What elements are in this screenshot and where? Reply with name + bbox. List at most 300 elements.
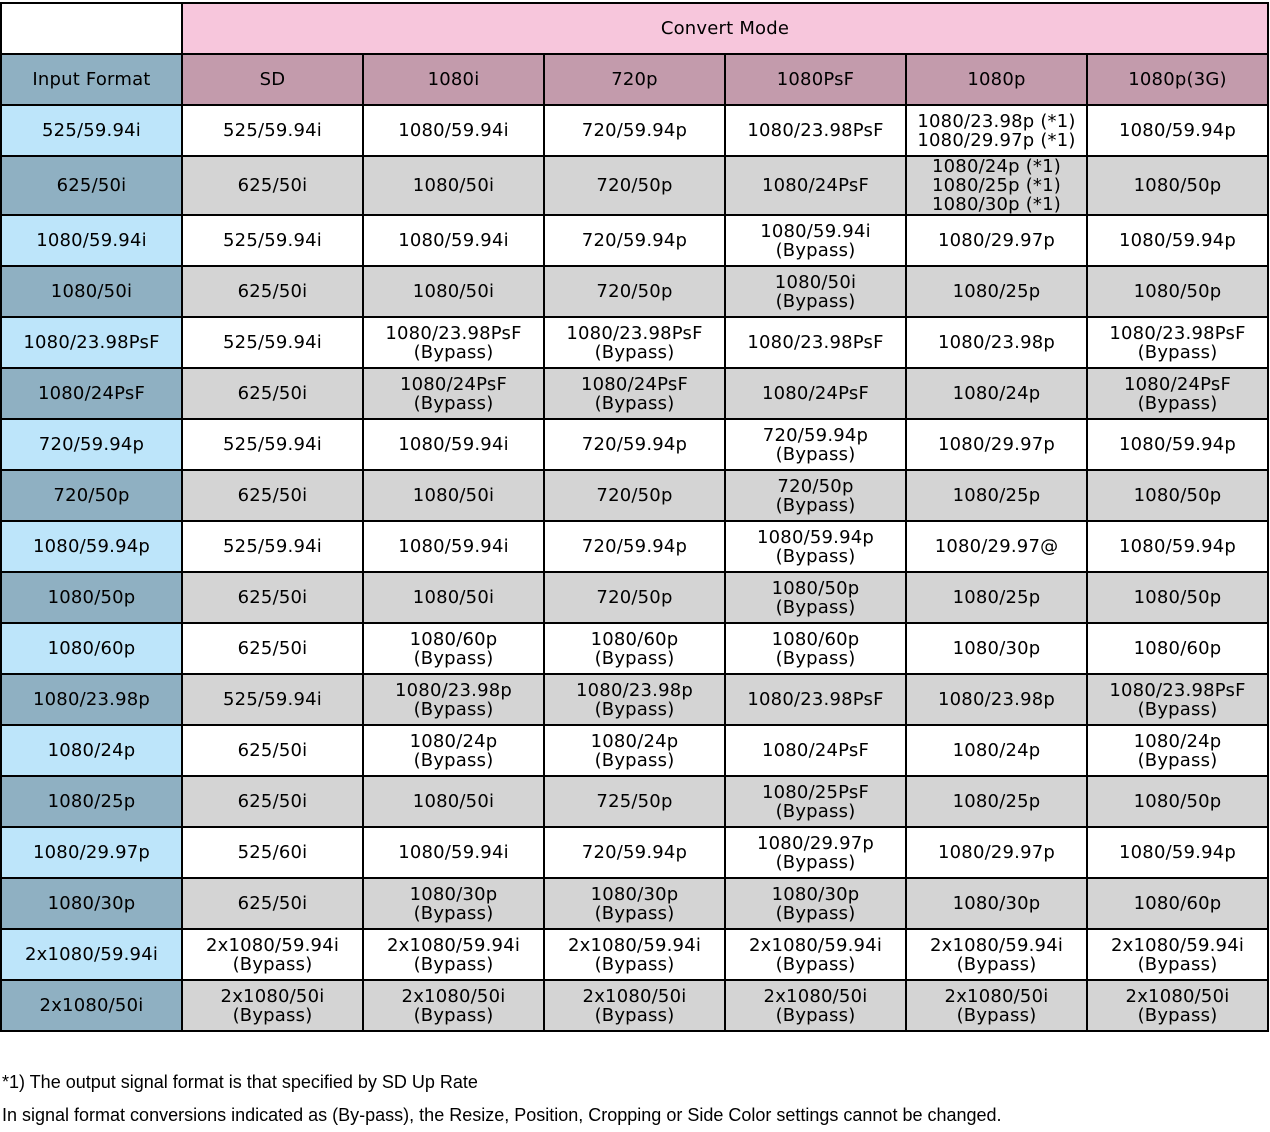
output-format-line: 720/50p: [596, 281, 673, 302]
input-format-cell: 720/59.94p: [1, 419, 182, 470]
output-format-cell: [363, 105, 544, 156]
output-format-cell: [544, 105, 725, 156]
output-format-cell: [544, 419, 725, 470]
output-format-cell: [725, 725, 906, 776]
input-format-cell: 1080/23.98PsF: [1, 317, 182, 368]
output-format-cell: [1087, 105, 1268, 156]
input-format-cell: 1080/25p: [1, 776, 182, 827]
output-format-line: 1080/23.98p: [575, 679, 694, 701]
output-format-cell: [906, 878, 1087, 929]
table-row: [1, 105, 1268, 156]
output-format-line: 1080/59.94p: [1118, 536, 1237, 557]
output-format-cell: [725, 105, 906, 156]
output-format-line: (Bypass): [1137, 749, 1218, 771]
input-format-cell: 1080/59.94p: [1, 521, 182, 572]
table-row: [1, 725, 1268, 776]
output-format-line: 1080/59.94i: [398, 120, 509, 141]
output-format-line: 720/50p: [777, 475, 854, 497]
output-format-line: (Bypass): [413, 953, 494, 975]
output-format-cell: [906, 419, 1087, 470]
output-format-line: 1080/60p: [409, 628, 498, 650]
output-format-cell: [544, 827, 725, 878]
input-format-cell: 1080/50i: [1, 266, 182, 317]
output-format-cell: [1087, 470, 1268, 521]
output-format-cell: [363, 419, 544, 470]
mode-header-sd: SD: [182, 54, 363, 105]
output-format-line: 1080/30p: [952, 638, 1041, 659]
output-format-cell: [906, 572, 1087, 623]
output-format-cell: [182, 572, 363, 623]
output-format-line: (Bypass): [594, 749, 675, 771]
output-format-cell: [906, 368, 1087, 419]
table-row: [1, 623, 1268, 674]
output-format-line: 1080/25p (*1): [931, 175, 1062, 196]
output-format-cell: [544, 725, 725, 776]
output-format-line: (Bypass): [594, 647, 675, 669]
output-format-line: 625/50i: [237, 740, 308, 761]
output-format-cell: [1087, 725, 1268, 776]
output-format-cell: [544, 623, 725, 674]
output-format-line: 720/59.94p: [581, 434, 688, 455]
output-format-line: 525/59.94i: [223, 689, 322, 710]
output-format-cell: [906, 623, 1087, 674]
output-format-line: 1080/23.98p: [937, 332, 1056, 353]
output-format-cell: [1087, 368, 1268, 419]
output-format-line: 1080/24p: [952, 740, 1041, 761]
output-format-line: (Bypass): [413, 902, 494, 924]
output-format-line: 1080/60p: [1133, 893, 1222, 914]
output-format-line: (Bypass): [594, 698, 675, 720]
output-format-line: (Bypass): [956, 1004, 1037, 1026]
output-format-line: 1080/50i: [412, 175, 495, 196]
table-row: [1, 674, 1268, 725]
output-format-cell: [182, 266, 363, 317]
output-format-cell: [1087, 929, 1268, 980]
output-format-cell: [725, 215, 906, 266]
output-format-cell: [544, 878, 725, 929]
output-format-line: 1080/23.98p: [937, 689, 1056, 710]
output-format-line: 1080/29.97p: [756, 832, 875, 854]
output-format-line: 625/50i: [237, 175, 308, 196]
output-format-line: 1080/23.98PsF: [1109, 679, 1246, 701]
output-format-cell: [182, 776, 363, 827]
output-format-line: 1080/30p: [590, 883, 679, 905]
output-format-cell: [725, 266, 906, 317]
output-format-line: 720/59.94p: [762, 424, 869, 446]
output-format-cell: [182, 105, 363, 156]
output-format-line: 1080/59.94p: [1118, 434, 1237, 455]
output-format-cell: [725, 317, 906, 368]
output-format-line: (Bypass): [775, 1004, 856, 1026]
output-format-cell: [182, 980, 363, 1031]
output-format-line: 1080/59.94p: [1118, 842, 1237, 863]
output-format-cell: [906, 470, 1087, 521]
input-format-cell: 1080/24p: [1, 725, 182, 776]
output-format-line: 1080/23.98PsF: [566, 322, 703, 344]
output-format-line: 720/59.94p: [581, 120, 688, 141]
output-format-cell: [182, 674, 363, 725]
output-format-line: 1080/24PsF: [1123, 373, 1232, 395]
output-format-cell: [182, 623, 363, 674]
output-format-line: 1080/29.97p (*1): [917, 129, 1076, 151]
output-format-cell: [182, 878, 363, 929]
output-format-line: 1080/50p: [1133, 281, 1222, 302]
output-format-cell: [182, 929, 363, 980]
output-format-line: (Bypass): [956, 953, 1037, 975]
output-format-line: 525/59.94i: [223, 332, 322, 353]
output-format-line: 2x1080/50i: [944, 985, 1049, 1007]
output-format-cell: [1087, 980, 1268, 1031]
output-format-line: 1080/50p: [1133, 175, 1222, 196]
output-format-cell: [906, 827, 1087, 878]
output-format-cell: [906, 521, 1087, 572]
output-format-cell: [363, 827, 544, 878]
output-format-cell: [1087, 878, 1268, 929]
input-format-cell: 2x1080/50i: [1, 980, 182, 1031]
output-format-line: 1080/50p: [1133, 791, 1222, 812]
output-format-line: 1080/59.94i: [398, 434, 509, 455]
table-row: [1, 156, 1268, 215]
output-format-line: 525/59.94i: [223, 230, 322, 251]
output-format-cell: [725, 929, 906, 980]
output-format-line: (Bypass): [594, 341, 675, 363]
output-format-cell: [544, 215, 725, 266]
input-format-cell: 1080/24PsF: [1, 368, 182, 419]
output-format-cell: [363, 156, 544, 215]
output-format-line: 1080/23.98PsF: [1109, 322, 1246, 344]
output-format-line: 720/50p: [596, 175, 673, 196]
output-format-line: 1080/60p: [1133, 638, 1222, 659]
output-format-line: 720/59.94p: [581, 230, 688, 251]
output-format-cell: [906, 105, 1087, 156]
output-format-line: 1080/25p: [952, 281, 1041, 302]
input-format-cell: 1080/59.94i: [1, 215, 182, 266]
output-format-cell: [363, 725, 544, 776]
table-row: [1, 317, 1268, 368]
output-format-line: 1080/30p: [952, 893, 1041, 914]
output-format-line: 625/50i: [237, 383, 308, 404]
output-format-cell: [906, 317, 1087, 368]
table-row: [1, 215, 1268, 266]
table-row: [1, 521, 1268, 572]
output-format-line: (Bypass): [775, 494, 856, 516]
output-format-cell: [906, 980, 1087, 1031]
output-format-line: 625/50i: [237, 893, 308, 914]
output-format-line: 1080/50i: [774, 271, 857, 293]
output-format-line: (Bypass): [775, 545, 856, 567]
output-format-line: 1080/23.98PsF: [747, 332, 884, 353]
output-format-line: (Bypass): [413, 749, 494, 771]
table-row: [1, 368, 1268, 419]
output-format-line: 1080/50p: [1133, 587, 1222, 608]
output-format-line: 1080/24p: [952, 383, 1041, 404]
output-format-line: (Bypass): [413, 392, 494, 414]
output-format-line: 1080/24PsF: [580, 373, 689, 395]
input-format-cell: 720/50p: [1, 470, 182, 521]
output-format-line: 2x1080/59.94i: [386, 934, 521, 956]
output-format-line: 1080/24PsF: [399, 373, 508, 395]
output-format-cell: [182, 368, 363, 419]
output-format-line: 1080/50p: [771, 577, 860, 599]
output-format-line: 1080/59.94p: [1118, 120, 1237, 141]
output-format-line: (Bypass): [775, 851, 856, 873]
output-format-line: 1080/60p: [771, 628, 860, 650]
output-format-cell: [906, 266, 1087, 317]
output-format-cell: [182, 470, 363, 521]
output-format-cell: [725, 776, 906, 827]
output-format-line: 1080/24p: [590, 730, 679, 752]
output-format-cell: [906, 674, 1087, 725]
output-format-line: 1080/30p: [409, 883, 498, 905]
output-format-line: 720/59.94p: [581, 842, 688, 863]
output-format-cell: [363, 572, 544, 623]
output-format-line: 1080/23.98PsF: [747, 689, 884, 710]
output-format-cell: [544, 572, 725, 623]
output-format-cell: [906, 215, 1087, 266]
mode-header-1080psf: 1080PsF: [725, 54, 906, 105]
output-format-cell: [182, 317, 363, 368]
conversion-table-container: [0, 2, 1269, 1032]
output-format-line: 2x1080/50i: [582, 985, 687, 1007]
output-format-line: 1080/29.97p: [937, 434, 1056, 455]
output-format-line: 2x1080/59.94i: [929, 934, 1064, 956]
footnotes: [2, 1066, 1002, 1132]
output-format-cell: [544, 470, 725, 521]
output-format-cell: [725, 470, 906, 521]
output-format-line: (Bypass): [413, 1004, 494, 1026]
output-format-line: 1080/59.94i: [398, 842, 509, 863]
output-format-line: 720/59.94p: [581, 536, 688, 557]
output-format-line: (Bypass): [775, 800, 856, 822]
output-format-cell: [725, 827, 906, 878]
output-format-line: 1080/24PsF: [761, 383, 870, 404]
table-row: [1, 827, 1268, 878]
output-format-cell: [906, 776, 1087, 827]
output-format-cell: [544, 521, 725, 572]
output-format-line: (Bypass): [594, 953, 675, 975]
output-format-cell: [725, 419, 906, 470]
output-format-line: 2x1080/59.94i: [748, 934, 883, 956]
output-format-cell: [725, 572, 906, 623]
output-format-cell: [906, 929, 1087, 980]
input-format-header: Input Format: [1, 54, 182, 105]
output-format-line: (Bypass): [775, 239, 856, 261]
output-format-cell: [544, 929, 725, 980]
output-format-line: (Bypass): [594, 902, 675, 924]
output-format-cell: [363, 215, 544, 266]
table-row: [1, 266, 1268, 317]
output-format-cell: [363, 929, 544, 980]
output-format-line: (Bypass): [775, 596, 856, 618]
output-format-line: (Bypass): [775, 902, 856, 924]
output-format-cell: [725, 623, 906, 674]
output-format-cell: [1087, 419, 1268, 470]
output-format-cell: [725, 674, 906, 725]
output-format-cell: [1087, 215, 1268, 266]
output-format-line: 1080/29.97p: [937, 842, 1056, 863]
output-format-cell: [544, 674, 725, 725]
output-format-line: 2x1080/50i: [401, 985, 506, 1007]
output-format-line: (Bypass): [232, 953, 313, 975]
output-format-line: 625/50i: [237, 638, 308, 659]
input-format-cell: 1080/60p: [1, 623, 182, 674]
header-row-convert-mode: [1, 3, 1268, 54]
header-row-modes: [1, 54, 1268, 105]
output-format-line: 720/50p: [596, 587, 673, 608]
output-format-cell: [1087, 317, 1268, 368]
input-format-cell: 625/50i: [1, 156, 182, 215]
input-format-cell: 2x1080/59.94i: [1, 929, 182, 980]
output-format-line: (Bypass): [775, 443, 856, 465]
output-format-line: 525/59.94i: [223, 434, 322, 455]
footnote-bypass: In signal format conversions indicated as (By-pass), the Resize, Position, Cropping or Side Color settings cannot be changed.: [2, 1105, 1002, 1125]
table-row: [1, 776, 1268, 827]
output-format-cell: [1087, 572, 1268, 623]
output-format-line: (Bypass): [413, 698, 494, 720]
output-format-line: (Bypass): [1137, 953, 1218, 975]
output-format-line: 1080/59.94i: [398, 536, 509, 557]
output-format-cell: [182, 215, 363, 266]
output-format-cell: [1087, 156, 1268, 215]
convert-mode-header: Convert Mode: [182, 3, 1268, 54]
output-format-line: 2x1080/59.94i: [1110, 934, 1245, 956]
output-format-line: 1080/50i: [412, 791, 495, 812]
output-format-line: 525/60i: [237, 842, 308, 863]
conversion-table: [0, 2, 1269, 1032]
output-format-cell: [363, 674, 544, 725]
output-format-cell: [363, 776, 544, 827]
output-format-line: 1080/25p: [952, 791, 1041, 812]
output-format-cell: [363, 878, 544, 929]
output-format-cell: [544, 156, 725, 215]
output-format-cell: [1087, 521, 1268, 572]
output-format-line: 625/50i: [237, 281, 308, 302]
corner-cell: [1, 3, 182, 54]
output-format-line: 1080/59.94i: [760, 220, 871, 242]
output-format-cell: [544, 266, 725, 317]
output-format-line: 2x1080/50i: [763, 985, 868, 1007]
output-format-line: 625/50i: [237, 587, 308, 608]
output-format-line: 1080/24p: [409, 730, 498, 752]
output-format-line: 1080/29.97p: [937, 230, 1056, 251]
output-format-line: 1080/60p: [590, 628, 679, 650]
output-format-cell: [725, 521, 906, 572]
output-format-cell: [363, 368, 544, 419]
output-format-line: (Bypass): [413, 647, 494, 669]
output-format-cell: [1087, 674, 1268, 725]
output-format-line: 1080/24p (*1): [931, 156, 1062, 177]
input-format-cell: 1080/23.98p: [1, 674, 182, 725]
output-format-line: (Bypass): [1137, 698, 1218, 720]
output-format-cell: [363, 266, 544, 317]
output-format-line: 1080/30p (*1): [931, 194, 1062, 215]
output-format-cell: [182, 827, 363, 878]
output-format-line: 725/50p: [596, 791, 673, 812]
output-format-cell: [725, 878, 906, 929]
output-format-line: (Bypass): [232, 1004, 313, 1026]
output-format-line: 1080/25p: [952, 485, 1041, 506]
mode-header-1080p-3g: 1080p(3G): [1087, 54, 1268, 105]
output-format-cell: [182, 725, 363, 776]
output-format-cell: [544, 368, 725, 419]
output-format-line: (Bypass): [775, 647, 856, 669]
output-format-line: 625/50i: [237, 485, 308, 506]
output-format-line: 1080/30p: [771, 883, 860, 905]
output-format-line: 1080/50i: [412, 485, 495, 506]
output-format-cell: [1087, 827, 1268, 878]
output-format-cell: [906, 156, 1087, 215]
output-format-cell: [182, 156, 363, 215]
output-format-line: 1080/24PsF: [761, 175, 870, 196]
output-format-line: 1080/25PsF: [761, 781, 870, 803]
output-format-line: 525/59.94i: [223, 120, 322, 141]
output-format-line: 1080/23.98PsF: [385, 322, 522, 344]
output-format-line: (Bypass): [1137, 1004, 1218, 1026]
table-row: [1, 419, 1268, 470]
output-format-line: 1080/50p: [1133, 485, 1222, 506]
output-format-line: (Bypass): [1137, 341, 1218, 363]
output-format-line: 625/50i: [237, 791, 308, 812]
output-format-line: 1080/59.94p: [1118, 230, 1237, 251]
output-format-line: 720/50p: [596, 485, 673, 506]
output-format-line: 1080/50i: [412, 281, 495, 302]
output-format-cell: [363, 521, 544, 572]
output-format-line: (Bypass): [594, 1004, 675, 1026]
output-format-cell: [182, 521, 363, 572]
output-format-line: 1080/50i: [412, 587, 495, 608]
output-format-cell: [1087, 776, 1268, 827]
output-format-line: (Bypass): [1137, 392, 1218, 414]
output-format-line: 2x1080/50i: [220, 985, 325, 1007]
output-format-line: 1080/23.98p (*1): [917, 110, 1076, 132]
mode-header-720p: 720p: [544, 54, 725, 105]
output-format-cell: [363, 623, 544, 674]
output-format-line: 1080/25p: [952, 587, 1041, 608]
output-format-cell: [906, 725, 1087, 776]
output-format-line: 1080/59.94p: [756, 526, 875, 548]
output-format-line: 2x1080/50i: [1125, 985, 1230, 1007]
output-format-line: 525/59.94i: [223, 536, 322, 557]
output-format-line: (Bypass): [775, 290, 856, 312]
output-format-cell: [363, 317, 544, 368]
mode-header-1080p: 1080p: [906, 54, 1087, 105]
output-format-line: 1080/24p: [1133, 730, 1222, 752]
output-format-cell: [544, 980, 725, 1031]
output-format-cell: [182, 419, 363, 470]
output-format-line: 1080/23.98p: [394, 679, 513, 701]
input-format-cell: 1080/50p: [1, 572, 182, 623]
table-row: [1, 470, 1268, 521]
output-format-cell: [363, 470, 544, 521]
output-format-cell: [1087, 623, 1268, 674]
mode-header-1080i: 1080i: [363, 54, 544, 105]
input-format-cell: 1080/29.97p: [1, 827, 182, 878]
output-format-cell: [1087, 266, 1268, 317]
output-format-cell: [544, 776, 725, 827]
table-row: [1, 980, 1268, 1031]
output-format-line: (Bypass): [594, 392, 675, 414]
output-format-line: 2x1080/59.94i: [205, 934, 340, 956]
table-row: [1, 572, 1268, 623]
output-format-cell: [725, 980, 906, 1031]
input-format-cell: 1080/30p: [1, 878, 182, 929]
output-format-line: (Bypass): [413, 341, 494, 363]
table-row: [1, 878, 1268, 929]
output-format-line: 1080/29.97@: [934, 536, 1059, 557]
output-format-line: 1080/23.98PsF: [747, 120, 884, 141]
table-row: [1, 929, 1268, 980]
output-format-cell: [363, 980, 544, 1031]
